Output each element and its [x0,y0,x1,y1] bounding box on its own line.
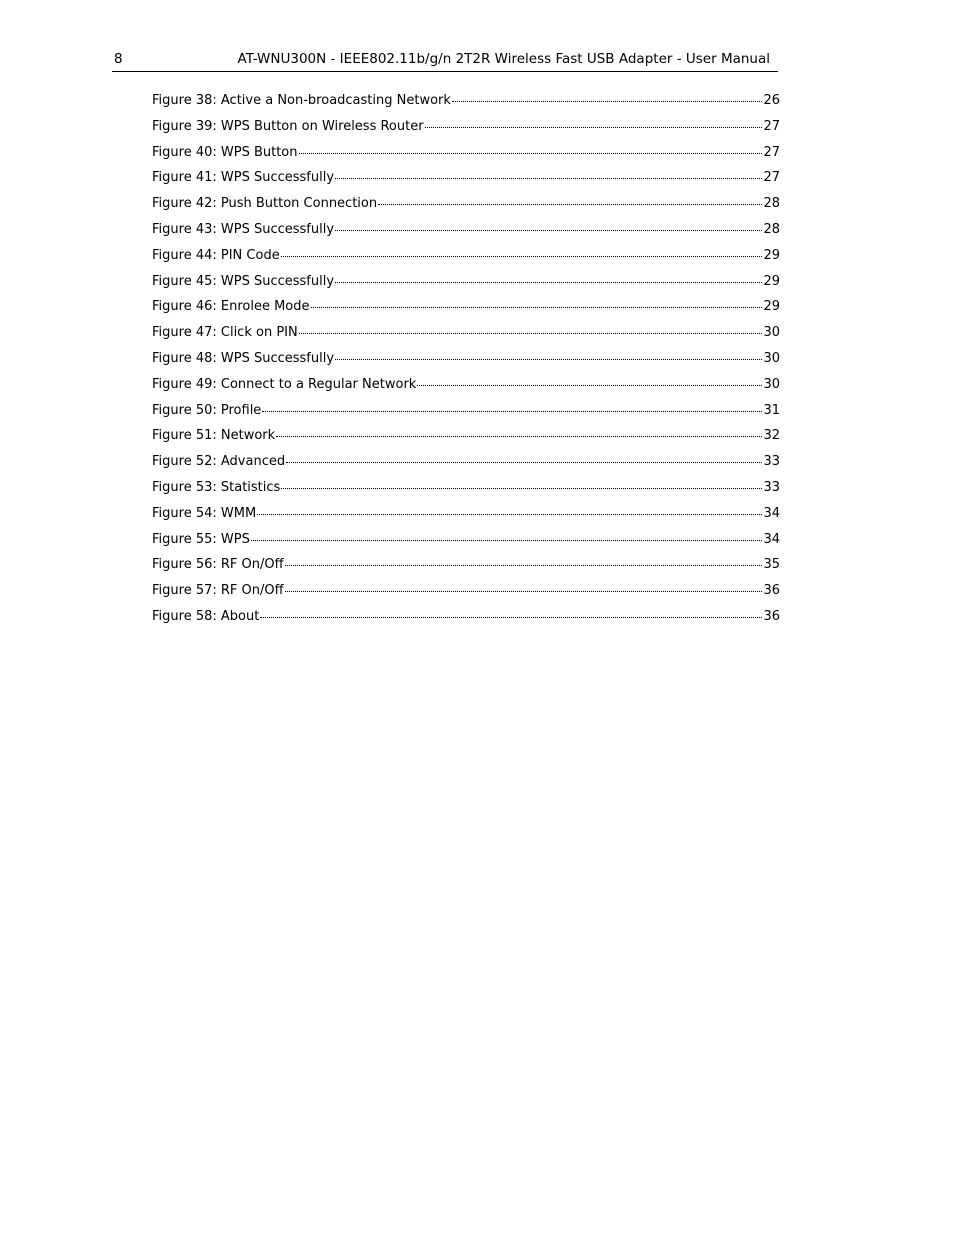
toc-entry-page: 33 [763,479,780,495]
toc-leader-dots [335,269,762,283]
toc-leader-dots [417,372,762,386]
toc-entry[interactable] [152,503,780,529]
toc-entry-page: 30 [763,350,780,366]
toc-entry[interactable] [152,529,780,555]
toc-entry[interactable] [152,400,780,426]
page-number: 8 [114,51,123,67]
toc-entry-label: Figure 48: WPS Successfully [152,350,335,366]
toc-entry-label: Figure 53: Statistics [152,479,281,495]
toc-entry-page: 35 [763,557,780,573]
toc-entry-page: 32 [763,428,780,444]
toc-leader-dots [276,423,762,437]
toc-entry[interactable] [152,167,780,193]
toc-entry[interactable] [152,322,780,348]
toc-entry-page: 27 [763,170,780,186]
toc-entry-label: Figure 49: Connect to a Regular Network [152,376,417,392]
toc-entry-label: Figure 50: Profile [152,402,262,418]
toc-entry[interactable] [152,219,780,245]
toc-entry[interactable] [152,606,780,632]
toc-entry-page: 28 [763,196,780,212]
toc-entry[interactable] [152,296,780,322]
toc-entry-page: 30 [763,325,780,341]
toc-leader-dots [286,449,762,463]
toc-entry-page: 29 [763,299,780,315]
toc-entry-label: Figure 45: WPS Successfully [152,273,335,289]
toc-leader-dots [281,475,762,489]
toc-entry-label: Figure 44: PIN Code [152,247,280,263]
toc-entry[interactable] [152,245,780,271]
toc-entry-label: Figure 42: Push Button Connection [152,196,378,212]
toc-entry-page: 28 [763,221,780,237]
toc-entry[interactable] [152,425,780,451]
toc-entry-page: 29 [763,273,780,289]
toc-entry-label: Figure 57: RF On/Off [152,583,284,599]
toc-entry-page: 30 [763,376,780,392]
toc-leader-dots [281,243,763,257]
toc-leader-dots [251,527,763,541]
toc-entry-page: 29 [763,247,780,263]
toc-entry-page: 27 [763,144,780,160]
toc-leader-dots [262,398,762,412]
toc-leader-dots [452,88,763,102]
toc-entry-label: Figure 40: WPS Button [152,144,298,160]
toc-entry-page: 31 [763,402,780,418]
toc-entry-label: Figure 41: WPS Successfully [152,170,335,186]
toc-leader-dots [299,320,763,334]
toc-leader-dots [335,346,762,360]
document-title: AT-WNU300N - IEEE802.11b/g/n 2T2R Wireless Fast USB Adapter - User Manual [237,51,770,67]
toc-entry-label: Figure 51: Network [152,428,276,444]
toc-entry[interactable] [152,116,780,142]
page-header [112,49,778,72]
toc-entry-label: Figure 54: WMM [152,505,257,521]
toc-entry[interactable] [152,193,780,219]
toc-entry[interactable] [152,451,780,477]
toc-entry-label: Figure 56: RF On/Off [152,557,284,573]
toc-entry-label: Figure 38: Active a Non-broadcasting Network [152,93,451,108]
toc-entry-label: Figure 43: WPS Successfully [152,221,335,237]
toc-entry[interactable] [152,580,780,606]
toc-entry-page: 26 [763,93,780,108]
toc-leader-dots [425,114,763,128]
toc-entry[interactable] [152,348,780,374]
toc-leader-dots [311,294,763,308]
toc-entry-page: 36 [763,583,780,599]
toc-entry[interactable] [152,90,780,116]
toc-entry[interactable] [152,477,780,503]
toc-entry-page: 34 [763,505,780,521]
toc-entry-page: 33 [763,454,780,470]
toc-entry-label: Figure 55: WPS [152,531,250,547]
toc-leader-dots [260,604,762,618]
toc-entry[interactable] [152,271,780,297]
toc-entry-label: Figure 46: Enrolee Mode [152,299,310,315]
toc-entry-page: 36 [763,608,780,624]
toc-entry[interactable] [152,374,780,400]
toc-entry-page: 27 [763,118,780,134]
toc-leader-dots [299,140,763,154]
toc-entry-label: Figure 47: Click on PIN [152,325,298,341]
toc-entry-label: Figure 39: WPS Button on Wireless Router [152,118,424,134]
toc-entry[interactable] [152,554,780,580]
toc-entry[interactable] [152,142,780,168]
toc-leader-dots [285,578,763,592]
toc-leader-dots [335,217,762,231]
toc-leader-dots [257,501,762,515]
toc-leader-dots [378,191,762,205]
table-of-figures [152,90,780,632]
toc-leader-dots [285,552,763,566]
toc-entry-label: Figure 58: About [152,608,260,624]
toc-entry-label: Figure 52: Advanced [152,454,286,470]
toc-entry-page: 34 [763,531,780,547]
toc-leader-dots [335,165,762,179]
